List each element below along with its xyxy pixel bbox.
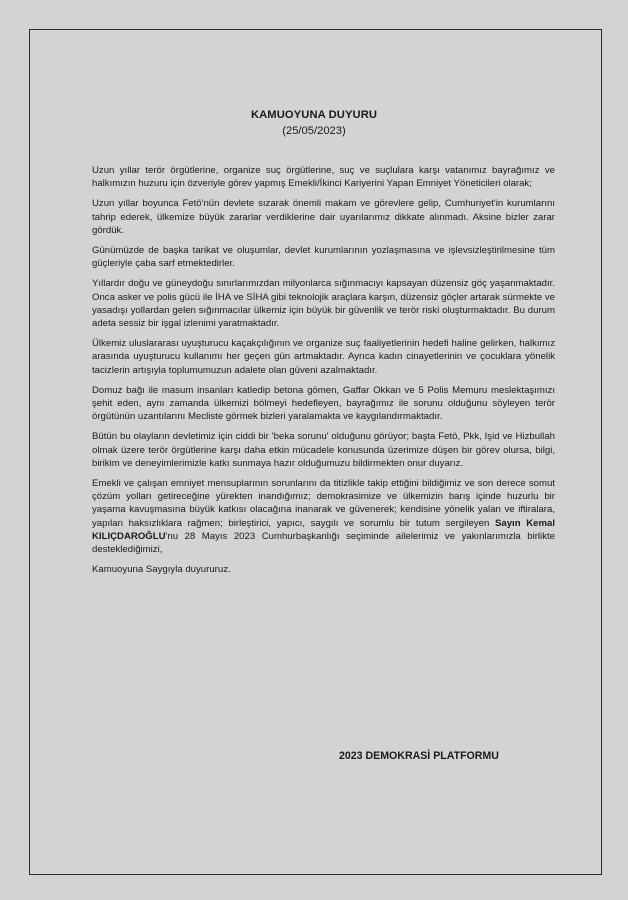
paragraph: Uzun yıllar boyunca Fetö'nün devlete sızarak önemli makam ve görevlere gelip, Cumhuriyet'in kurumlarını tahrip ederek, ülkemize büyük zararlar verdiklerine dair uyarılarımız dikkate alınmadı. Aksine bizler zarar gördük. — [92, 198, 555, 236]
paragraph: Domuz bağı ile masum insanları katledip betona gömen, Gaffar Okkan ve 5 Polis Memuru meslektaşımızı şehit eden, aynı zamanda ülkemizi bölmeyi hedefleyen, bayrağımız ile sorunu olduğunu söyleyen terör örgütünün uzantılarını Mecliste görmek bizleri yaralamakta ve kaygılandırmaktadır. — [92, 384, 555, 423]
document-body — [92, 164, 555, 583]
paragraph: Günümüzde de başka tarikat ve oluşumlar, devlet kurumlarının yozlaşmasına ve işlevsizleştirilmesine tüm güçleriyle çaba sarf etmektedirler. — [92, 245, 555, 270]
paragraph: Uzun yıllar terör örgütlerine, organize suç örgütlerine, suç ve suçlulara karşı vatanımız bayrağımız ve halkımızın huzuru için özveriyle görev yapmış Emekli/İkinci Kariyerini Yapan Emniyet Yöneticileri olarak; — [92, 165, 555, 190]
paragraph: Bütün bu olayların devletimiz için ciddi bir 'beka sorunu' olduğunu görüyor; başta Fetö, Pkk, Işid ve Hizbullah olmak üzere terör örgütlerine karşı daha etkin mücadele konusunda üzerimize düşen bir görev olursa, bilgi, birikim ve deneyimlerimizle katkı sunmaya hazır olduğumuzu bildirmekten onur duyarız. — [92, 431, 555, 469]
document-date: (25/05/2023) — [282, 125, 346, 137]
signature: 2023 DEMOKRASİ PLATFORMU — [339, 750, 499, 762]
salutation: Kamuoyuna Saygıyla duyururuz. — [92, 564, 231, 576]
paragraph: Ülkemiz uluslararası uyuşturucu kaçakçılığının ve organize suç faaliyetlerinin hedefi haline gelirken, halkımız arasında uyuşturucu kullanımı her geçen gün artmaktadır. Ayrıca kadın cinayetlerinin ve çocuklara yönelik tacizlerin artışıyla toplumumuzun adalete olan güveni azalmaktadır. — [92, 338, 555, 376]
closing-text-after: 'nu 28 Mayıs 2023 Cumhurbaşkanlığı seçiminde ailelerimiz ve yakınlarımızla birlikte desteklediğimizi, — [92, 530, 555, 556]
closing-text-before: Emekli ve çalışan emniyet mensuplarının sorunlarını da titizlikle takip ettiğini bildiğimiz ve son derece somut çözüm yolları getireceğine yürekten inandığımız; demokrasimize ve ülkemizin barış içinde huzurlu bir yaşama kavuşmasına büyük katkısı olacağına inanarak ve güvenerek; kendisine yönelik yalan ve iftiralara, yapılan haksızlıklara rağmen; birleştirici, yapıcı, saygılı ve sorumlu bir tutum sergileyen — [92, 478, 555, 529]
closing-paragraph — [92, 477, 555, 556]
candidate-name: Sayın Kemal KILIÇDAROĞLU — [92, 517, 556, 542]
paragraph: Yıllardır doğu ve güneydoğu sınırlarımızdan milyonlarca sığınmacıyı kapsayan düzensiz göç yaşanmaktadır. Onca asker ve polis gücü ile İHA ve SİHA gibi teknolojik araçlara karşın, düzensiz göçler artarak sürmekte ve yasadışı yollardan gelen sığınmacılar ülkemiz için büyük bir güvenlik ve terör riski oluşturmaktadır. Bu durum adeta sessiz bir işgal izlenimi yaratmaktadır. — [92, 278, 555, 330]
document-title: KAMUOYUNA DUYURU — [250, 109, 378, 121]
